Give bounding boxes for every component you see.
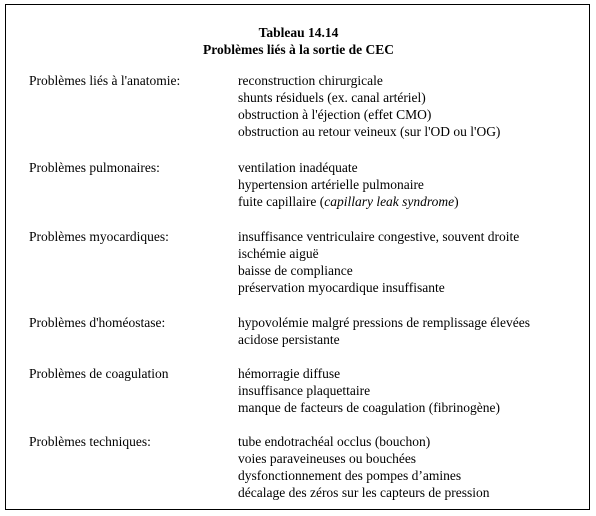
item-list (238, 433, 490, 501)
list-item: dysfonctionnement des pompes d’amines (238, 468, 462, 483)
list-item: obstruction à l'éjection (effet CMO) (238, 107, 432, 122)
list-item: ventilation inadéquate (238, 160, 358, 175)
item-text: fuite capillaire ( (238, 194, 325, 209)
table-number: Tableau 14.14 (258, 25, 339, 40)
category-label: Problèmes techniques: (29, 434, 151, 449)
item-list (238, 314, 530, 348)
list-item: hémorragie diffuse (238, 366, 341, 381)
item-text: ) (454, 194, 459, 209)
list-item: manque de facteurs de coagulation (fibrinogène) (238, 400, 501, 415)
item-list (238, 72, 500, 140)
list-item: préservation myocardique insuffisante (238, 280, 445, 295)
category-label: Problèmes d'homéostase: (29, 315, 166, 330)
category-label: Problèmes de coagulation (29, 366, 169, 381)
item-list (238, 228, 519, 296)
list-item: acidose persistante (238, 332, 340, 347)
category-label: Problèmes myocardiques: (29, 229, 169, 244)
list-item: hypertension artérielle pulmonaire (238, 177, 424, 192)
list-item: baisse de compliance (238, 263, 353, 278)
table-frame (5, 4, 590, 510)
category-label: Problèmes pulmonaires: (29, 160, 160, 175)
item-list (238, 159, 459, 210)
list-item: tube endotrachéal occlus (bouchon) (238, 434, 431, 449)
category-label: Problèmes liés à l'anatomie: (29, 73, 181, 88)
list-item: décalage des zéros sur les capteurs de pression (238, 485, 490, 500)
table-title: Problèmes liés à la sortie de CEC (203, 42, 394, 57)
list-item: insuffisance ventriculaire congestive, souvent droite (238, 229, 520, 244)
list-item: insuffisance plaquettaire (238, 383, 371, 398)
list-item: hypovolémie malgré pressions de remplissage élevées (238, 315, 531, 330)
item-italic-text: capillary leak syndrome (324, 194, 455, 209)
list-item: ischémie aiguë (238, 246, 319, 261)
list-item: shunts résiduels (ex. canal artériel) (238, 90, 426, 105)
list-item: voies paraveineuses ou bouchées (238, 451, 417, 466)
list-item (238, 193, 459, 210)
list-item: obstruction au retour veineux (sur l'OD ou l'OG) (238, 124, 501, 139)
table-heading (6, 24, 591, 58)
list-item: reconstruction chirurgicale (238, 73, 383, 88)
item-list (238, 365, 500, 416)
